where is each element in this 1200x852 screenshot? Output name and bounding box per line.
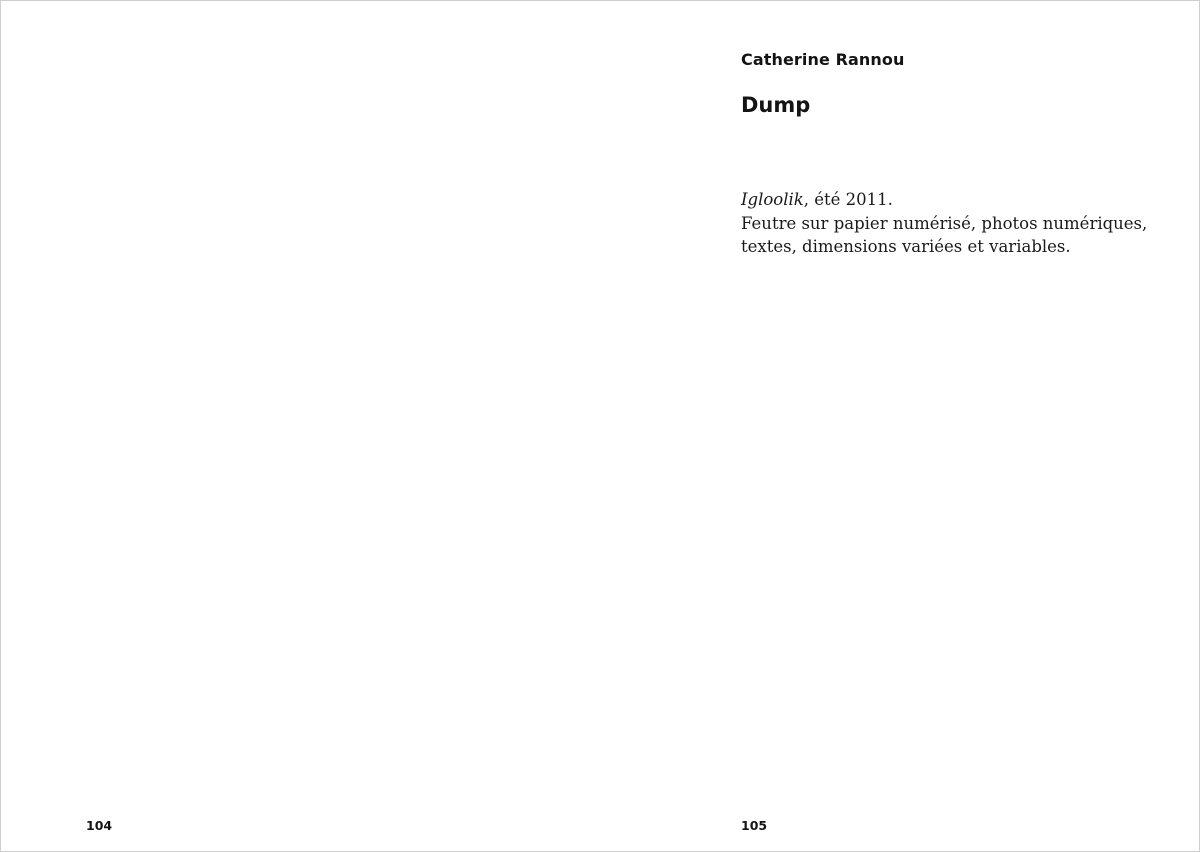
- caption-date-line: [741, 188, 1161, 212]
- work-title: Dump: [741, 93, 811, 117]
- caption-dimensions-line: textes, dimensions variées et variables.: [741, 237, 1071, 256]
- right-page: [601, 1, 1199, 851]
- caption-work-title: Igloolik: [741, 190, 804, 209]
- page-number-left: 104: [86, 818, 113, 833]
- artwork-caption: [741, 188, 1161, 259]
- caption-date: , été 2011.: [803, 190, 893, 209]
- caption-medium-line: Feutre sur papier numérisé, photos numériques,: [741, 213, 1148, 233]
- left-page: [1, 1, 601, 851]
- page-number-right: 105: [741, 818, 768, 833]
- author-name: Catherine Rannou: [741, 50, 905, 69]
